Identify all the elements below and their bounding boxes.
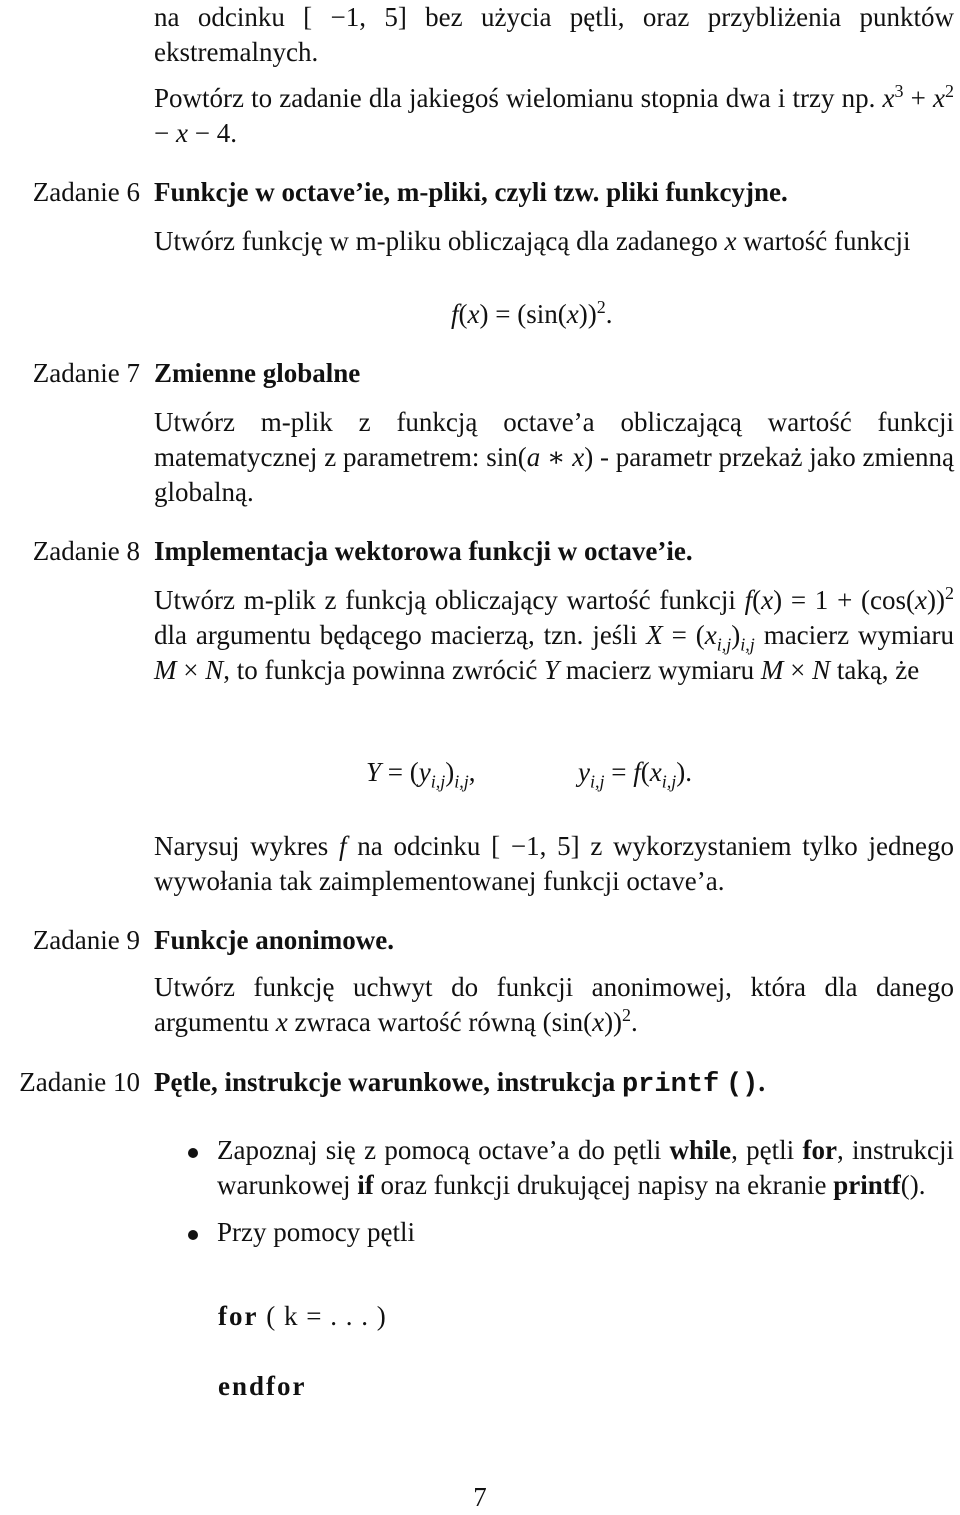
intro-paragraph-2: Powtórz to zadanie dla jakiegoś wielomianu stopnia dwa i trzy np. $x^3 + x^2 - x - 4$. bbox=[154, 81, 954, 148]
printf-keyword: printf bbox=[621, 1070, 720, 1100]
task-8-title: Implementacja wektorowa funkcji w octave’ie. bbox=[154, 536, 693, 566]
task-8-body: Utwórz m-plik z funkcją obliczający wartość funkcji $f(x) = 1 + (\cos(x))^2$ dla argumentu będącego macierzą, tzn. jeśli $X = (x_{i,j})_{i,j}$ macierz wymiaru M × N, to funkcja powinna zwrócić Y macierz wymiaru M × N taką, że bbox=[154, 583, 954, 685]
task-8-body-2: Narysuj wykres f na odcinku [ −1, 5] z wykorzystaniem tylko jednego wywołania tak zaimplementowanej funkcji octave’a. bbox=[154, 831, 954, 896]
task-8-label: Zadanie 8 bbox=[32, 536, 140, 566]
task-7-title: Zmienne globalne bbox=[154, 358, 361, 388]
task-10-title: Pętle, instrukcje warunkowe, instrukcja printf (). bbox=[154, 1067, 766, 1100]
task-8-formula-f: $y_{i,j} = f(x_{i,j})$. bbox=[578, 757, 692, 792]
task-8-formula-y: $Y = (y_{i,j})_{i,j}$, bbox=[366, 757, 476, 792]
task-6-label: Zadanie 6 bbox=[32, 177, 140, 207]
list-item: Przy pomocy pętli bbox=[154, 1215, 954, 1250]
task-6-formula: $f(x) = (\sin(x))^2$. bbox=[451, 297, 613, 329]
list-item: Zapoznaj się z pomocą octave’a do pętli while, pętli for, instrukcji warunkowej if oraz funkcji drukującej napisy na ekranie printf(). bbox=[154, 1133, 954, 1203]
task-9-label: Zadanie 9 bbox=[32, 925, 140, 955]
code-for-line: for ( k = . . . ) bbox=[218, 1301, 387, 1331]
intro-paragraph-1: na odcinku [ −1, 5] bez użycia pętli, oraz przybliżenia punktów ekstremalnych. bbox=[154, 2, 954, 67]
task-6-body: Utwórz funkcję w m-pliku obliczającą dla zadanego x wartość funkcji bbox=[154, 226, 911, 256]
task-6-title: Funkcje w octave’ie, m-pliki, czyli tzw. pliki funkcyjne. bbox=[154, 177, 788, 207]
bullet-icon bbox=[188, 1230, 198, 1240]
task-9-body: Utwórz funkcję uchwyt do funkcji anonimowej, która dla danego argumentu x zwraca wartość równą $(\sin(x))^2$. bbox=[154, 972, 954, 1037]
task-9-title: Funkcje anonimowe. bbox=[154, 925, 395, 955]
page-number: 7 bbox=[473, 1482, 487, 1512]
task-10-bullet-list bbox=[154, 1133, 954, 1250]
code-endfor-line: endfor bbox=[218, 1371, 307, 1401]
task-7-body: Utwórz m-plik z funkcją octave’a obliczającą wartość funkcji matematycznej z parametrem: sin(a ∗ x) - parametr przekaż jako zmienną globalną. bbox=[154, 407, 954, 507]
bullet-icon bbox=[188, 1148, 198, 1158]
task-10-label: Zadanie 10 bbox=[19, 1067, 140, 1097]
task-7-label: Zadanie 7 bbox=[32, 358, 140, 388]
